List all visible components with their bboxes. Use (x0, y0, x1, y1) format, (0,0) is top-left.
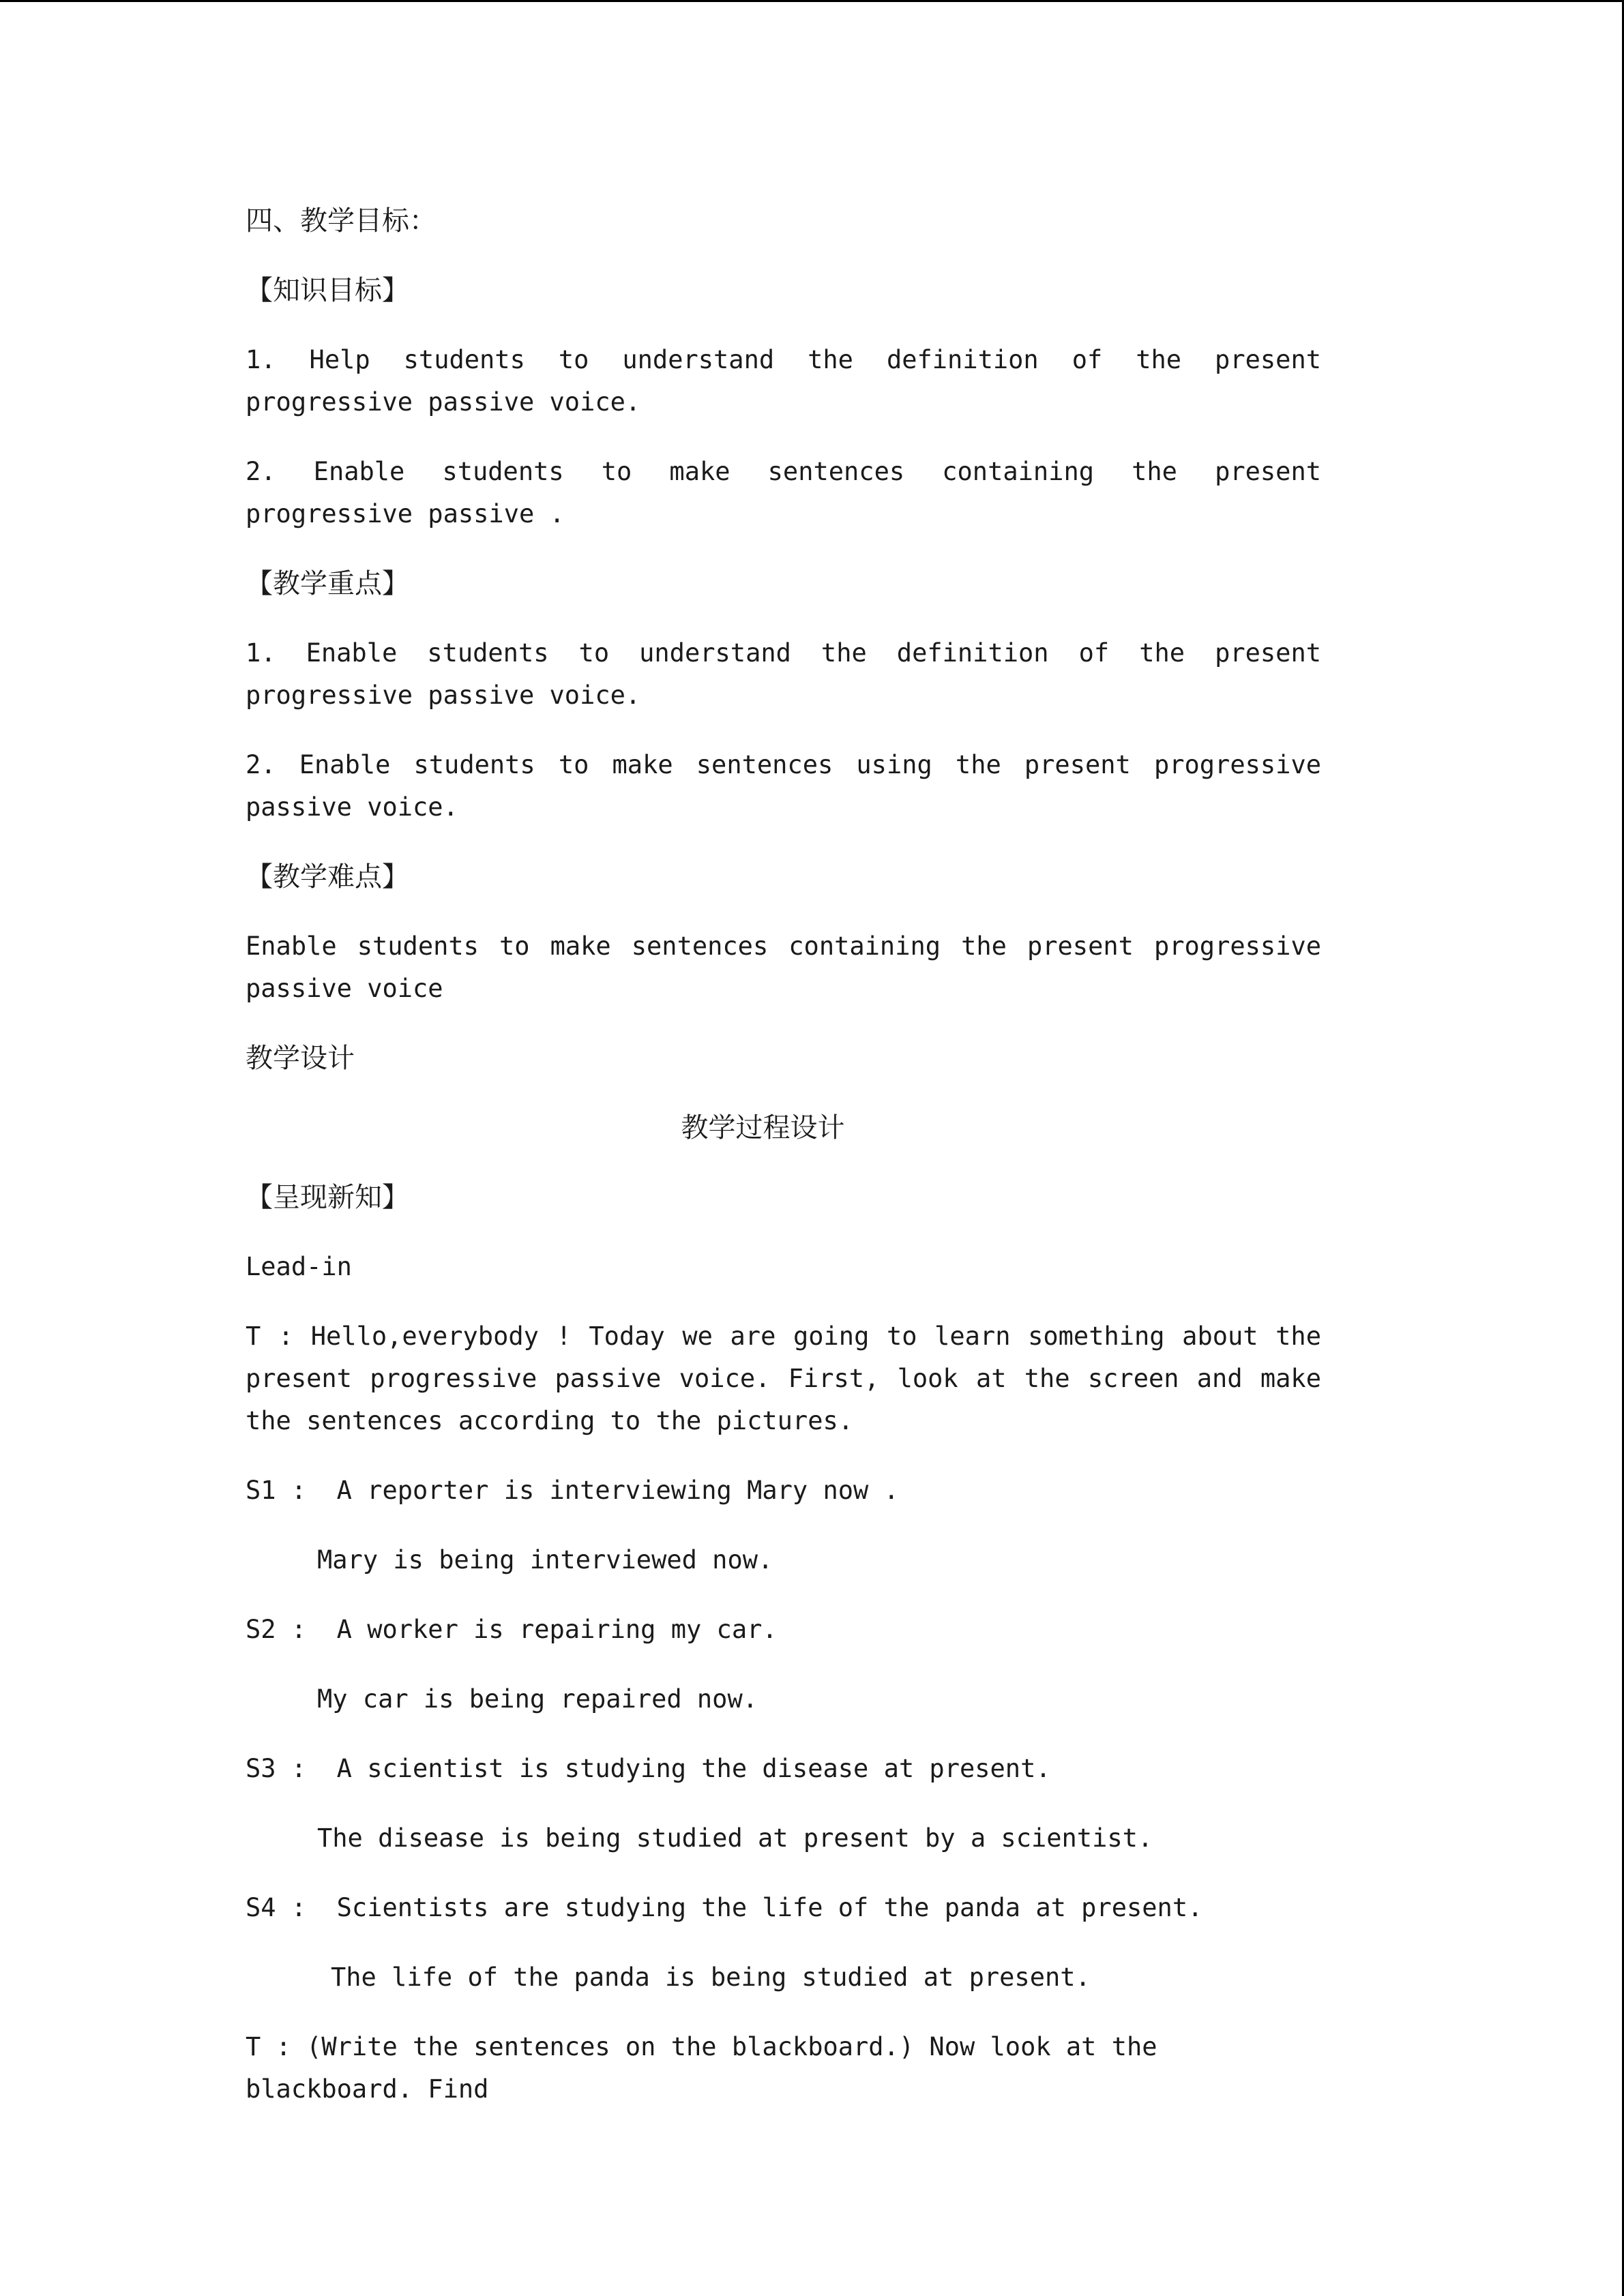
knowledge-goal-item-1: 1. Help students to understand the definition of the present progressive passive voice. (246, 345, 1337, 417)
student-line-4: S4 : Scientists are studying the life of the panda at present. (246, 1893, 1203, 1922)
knowledge-goal-label: 【知识目标】 (246, 275, 409, 306)
key-points-item-1: 1. Enable students to understand the definition of the present progressive passive voice. (246, 638, 1337, 710)
difficult-points-label: 【教学难点】 (246, 861, 409, 893)
student-response-1: Mary is being interviewed now. (317, 1545, 773, 1575)
key-points-label: 【教学重点】 (246, 568, 409, 599)
section-heading-objectives: 四、教学目标： (246, 205, 437, 237)
process-title: 教学过程设计 (681, 1112, 845, 1144)
knowledge-goal-item-2: 2. Enable students to make sentences containing the present progressive passive . (246, 457, 1337, 528)
student-line-2: S2 : A worker is repairing my car. (246, 1615, 778, 1644)
key-points-item-2: 2. Enable students to make sentences using the present progressive passive voice. (246, 750, 1337, 822)
difficult-points-text: Enable students to make sentences containing the present progressive passive voice (246, 931, 1337, 1003)
teacher-intro: T : Hello,everybody ! Today we are going to learn something about the present progressive passive voice. First, look at the screen and make the sentences according to the pictures. (246, 1322, 1337, 1435)
student-line-3: S3 : A scientist is studying the disease at present. (246, 1754, 1051, 1783)
student-line-1: S1 : A reporter is interviewing Mary now . (246, 1476, 899, 1505)
design-label: 教学设计 (246, 1043, 355, 1074)
student-response-3: The disease is being studied at present by a scientist. (317, 1823, 1153, 1853)
lead-in-label: Lead-in (246, 1252, 352, 1281)
student-response-2: My car is being repaired now. (317, 1684, 758, 1714)
present-new-label: 【呈现新知】 (246, 1182, 409, 1213)
teacher-next: T : (Write the sentences on the blackboard.) Now look at the blackboard. Find (246, 2032, 1172, 2104)
student-response-4: The life of the panda is being studied at present. (331, 1963, 1091, 1992)
document-body (246, 200, 1337, 2138)
